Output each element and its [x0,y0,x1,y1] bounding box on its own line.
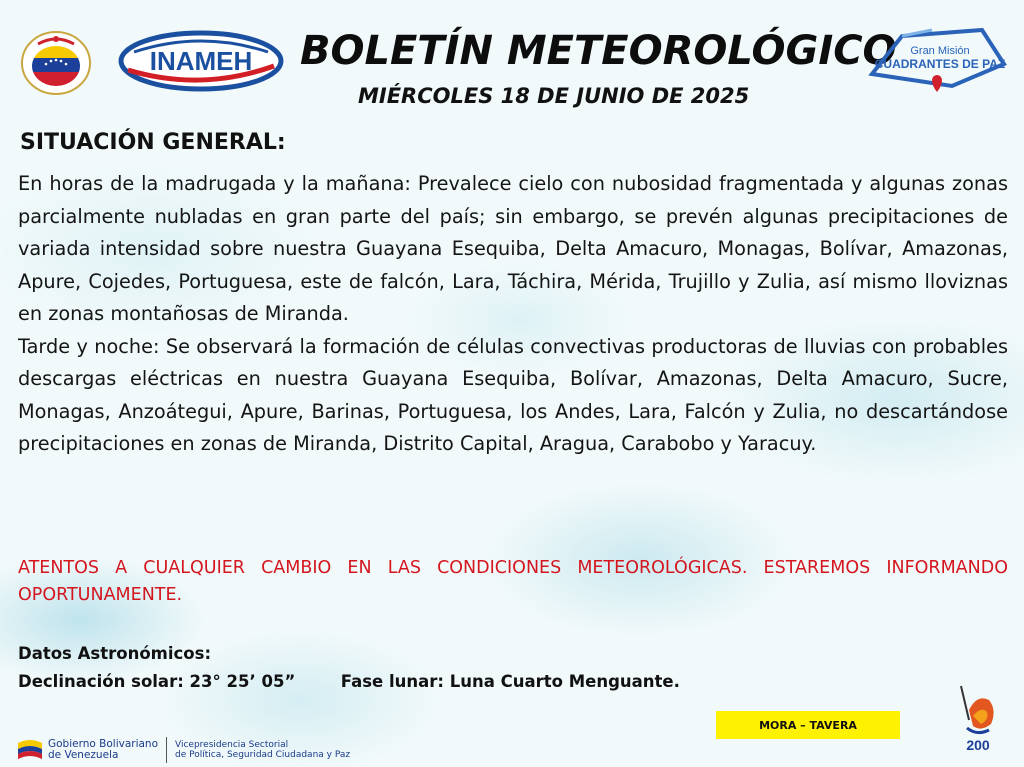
footer-divider [166,737,167,763]
bulletin-date: MIÉRCOLES 18 DE JUNIO DE 2025 [358,84,750,108]
astro-heading: Datos Astronómicos: [18,644,212,663]
vice-line1: Vicepresidencia Sectorial [175,740,289,750]
gov-line2: de Venezuela [48,749,119,761]
inameh-logo [118,30,284,92]
bicentennial-text: 200 [966,737,990,753]
gmcp-line1: Gran Misión [910,45,970,57]
inameh-logo-text: INAMEH [149,46,253,76]
moon-phase: Fase lunar: Luna Cuarto Menguante. [340,672,680,691]
forecast-body [18,168,1008,461]
government-footer [16,736,396,764]
paragraph-morning: En horas de la madrugada y la mañana: Prevalece cielo con nubosidad fragmentada y algunas zonas parcialmente nubladas en gran parte del país; sin embargo, se prevén algunas precipitaciones de variada intensidad sobre nuestra Guayana Esequiba, Delta Amacuro, Monagas, Bolívar, Amazonas, Apure, Cojedes, Portuguesa, este de falcón, Lara, Táchira, Mérida, Trujillo y Zulia, así mismo lloviznas en zonas montañosas de Miranda. [18,172,1008,325]
flag-icon [16,739,44,761]
solar-declination: Declinación solar: 23° 25’ 05” [18,672,296,691]
authors-tag: MORA – TAVERA [716,711,900,739]
gmcp-line2: CUADRANTES DE PAZ [874,57,1006,71]
cuadrantes-de-paz-logo [862,24,1012,98]
alert-message: ATENTOS A CUALQUIER CAMBIO EN LAS CONDICIONES METEOROLÓGICAS. ESTAREMOS INFORMANDO OPORTUNAMENTE. [18,558,1008,605]
astronomical-data [18,640,680,696]
paragraph-afternoon: Tarde y noche: Se observará la formación de células convectivas productoras de lluvias con probables descargas eléctricas en nuestra Guayana Esequiba, Bolívar, Amazonas, Delta Amacuro, Sucre, Monagas, Anzoátegui, Apure, Barinas, Portuguesa, los Andes, Lara, Falcón y Zulia, no descartándose precipitaciones en zonas de Miranda, Distrito Capital, Aragua, Carabobo y Yaracuy. [18,334,1008,455]
bulletin-title: BOLETÍN METEOROLÓGICO [300,28,897,74]
section-heading: SITUACIÓN GENERAL: [20,130,286,155]
venezuela-shield-logo [20,30,92,96]
bicentennial-logo [955,680,1001,762]
gov-line1: Gobierno Bolivariano [48,738,159,750]
vice-line2: de Política, Seguridad Ciudadana y Paz [175,750,351,760]
